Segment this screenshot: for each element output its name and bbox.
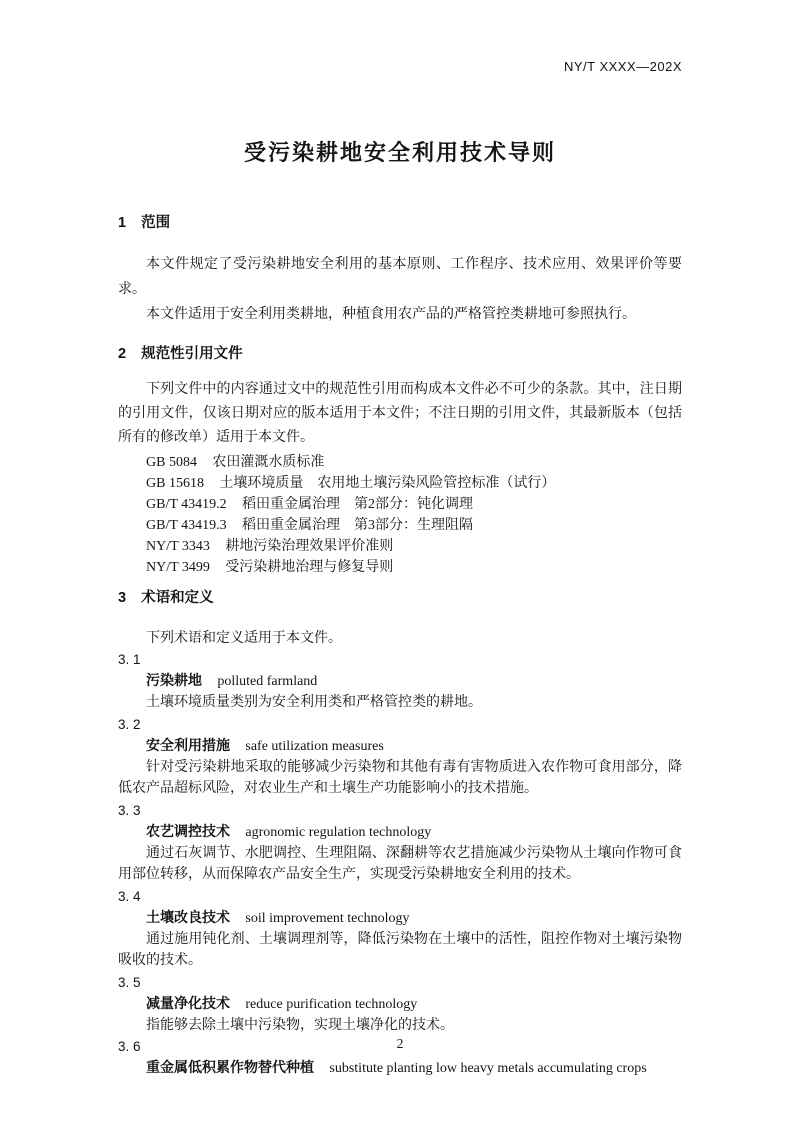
term-english: reduce purification technology (245, 996, 418, 1012)
section-heading-label: 术语和定义 (141, 590, 214, 606)
term-entry-3-1 (118, 649, 682, 714)
term-definition: 针对受污染耕地采取的能够减少污染物和其他有毒有害物质进入农作物可食用部分，降低农产品超标风险，对农业生产和土壤生产功能影响小的技术措施。 (118, 759, 682, 796)
term-number: 3. 6 (118, 1039, 141, 1054)
reference-item (118, 515, 682, 536)
section-number: 2 (118, 346, 127, 362)
term-entry-3-5 (118, 972, 682, 1037)
term-definition: 通过施用钝化剂、土壤调理剂等，降低污染物在土壤中的活性，阻控作物对土壤污染物吸收的技术。 (118, 931, 682, 968)
term-number: 3. 2 (118, 716, 141, 732)
term-english: polluted farmland (217, 674, 318, 689)
standard-doc-code: NY/T XXXX—202X (563, 59, 682, 74)
section-heading-terms (118, 588, 682, 608)
terms-intro: 下列术语和定义适用于本文件。 (146, 631, 342, 646)
term-chinese: 土壤改良技术 (146, 908, 230, 925)
scope-paragraph-1: 本文件规定了受污染耕地安全利用的基本原则、工作程序、技术应用、效果评价等要求。 (118, 257, 682, 297)
section-heading-label: 规范性引用文件 (141, 346, 243, 362)
normative-refs-list (118, 452, 682, 578)
term-title-line (118, 735, 682, 757)
reference-code: GB 15618 (146, 476, 204, 491)
page-number: 2 (396, 1036, 404, 1051)
term-entry-3-2 (118, 714, 682, 800)
term-definition: 指能够去除土壤中污染物，实现土壤净化的技术。 (146, 1017, 454, 1033)
term-number: 3. 5 (118, 974, 141, 990)
term-entry-3-3 (118, 800, 682, 886)
term-definition: 通过石灰调节、水肥调控、生理阻隔、深翻耕等农艺措施减少污染物从土壤向作物可食用部位转移，从而保障农产品安全生产，实现受污染耕地安全利用的技术。 (118, 845, 682, 882)
term-title-line (118, 1057, 682, 1079)
reference-item (118, 494, 682, 515)
reference-item (118, 536, 682, 557)
term-english: agronomic regulation technology (245, 824, 432, 840)
reference-title: 受污染耕地治理与修复导则 (225, 560, 394, 575)
term-title-line (118, 821, 682, 843)
section-heading-normative-refs (118, 344, 682, 364)
term-title-line (118, 907, 682, 929)
term-title-line (118, 993, 682, 1015)
term-number: 3. 1 (118, 652, 141, 667)
term-chinese: 安全利用措施 (146, 736, 230, 753)
term-title-line (118, 670, 682, 692)
reference-item (118, 473, 682, 494)
reference-title: 稻田重金属治理 第3部分：生理阻隔 (242, 518, 474, 533)
term-number: 3. 3 (118, 802, 141, 818)
reference-code: GB/T 43419.3 (146, 518, 227, 533)
term-number: 3. 4 (118, 888, 141, 904)
term-chinese: 重金属低积累作物替代种植 (146, 1059, 314, 1075)
reference-title: 耕地污染治理效果评价准则 (225, 539, 394, 554)
reference-item (118, 452, 682, 473)
document-title: 受污染耕地安全利用技术导则 (243, 140, 556, 165)
scope-paragraph-2: 本文件适用于安全利用类耕地，种植食用农产品的严格管控类耕地可参照执行。 (146, 307, 636, 322)
reference-title: 农田灌溉水质标准 (212, 455, 325, 470)
term-entry-3-4 (118, 886, 682, 972)
reference-item (118, 557, 682, 578)
reference-title: 稻田重金属治理 第2部分：钝化调理 (242, 497, 474, 512)
term-definition: 土壤环境质量类别为安全利用类和严格管控类的耕地。 (146, 695, 482, 710)
reference-code: NY/T 3499 (146, 560, 210, 575)
section-number: 1 (118, 215, 127, 231)
reference-title: 土壤环境质量 农用地土壤污染风险管控标准（试行） (219, 476, 556, 491)
section-heading-scope (118, 213, 682, 233)
term-chinese: 减量净化技术 (146, 994, 230, 1011)
reference-code: NY/T 3343 (146, 539, 210, 554)
normative-refs-intro: 下列文件中的内容通过文中的规范性引用而构成本文件必不可少的条款。其中，注日期的引用文件，仅该日期对应的版本适用于本文件；不注日期的引用文件，其最新版本（包括所有的修改单）适用于本文件。 (118, 382, 682, 445)
reference-code: GB 5084 (146, 455, 197, 470)
term-english: safe utilization measures (245, 738, 384, 754)
reference-code: GB/T 43419.2 (146, 497, 227, 512)
term-chinese: 污染耕地 (146, 672, 202, 688)
section-number: 3 (118, 590, 127, 606)
term-english: soil improvement technology (245, 910, 410, 926)
section-heading-label: 范围 (141, 215, 171, 231)
term-english: substitute planting low heavy metals accumulating crops (329, 1061, 647, 1076)
term-chinese: 农艺调控技术 (146, 822, 230, 839)
